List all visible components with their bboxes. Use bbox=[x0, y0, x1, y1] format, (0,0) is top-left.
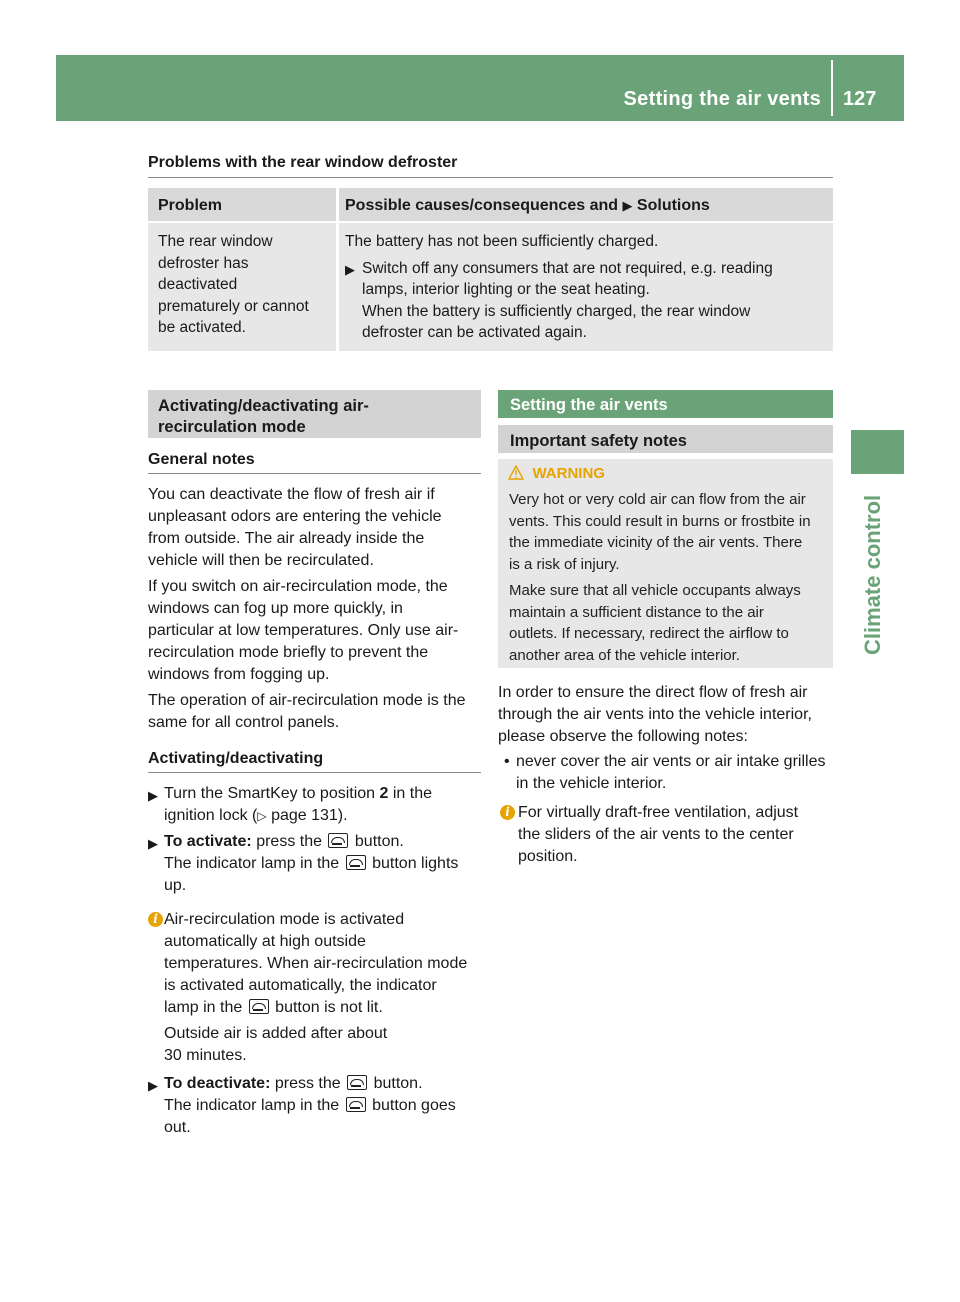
arrow-right-icon: ▶ bbox=[622, 198, 633, 213]
step-turn-key: ▶ Turn the SmartKey to position 2 in the ignition lock (▷ page 131). bbox=[148, 785, 433, 824]
info-note-draft-free: i For virtually draft-free ventilation, adjust the sliders of the air vents to the center position. bbox=[498, 802, 838, 868]
arrow-right-icon: ▶ bbox=[148, 836, 158, 851]
info-note-auto: i Air-recirculation mode is activated automatically at high outside temperatures. When air-recirculation mode is activated automatically, the indicator lamp in the button is not lit. Outside air is added after about 30 minutes. bbox=[148, 909, 488, 1067]
col-header-solutions: Possible causes/consequences and ▶ Solutions bbox=[345, 197, 710, 214]
step-deactivate: ▶ To deactivate: press the button. The indicator lamp in the button goes out. bbox=[148, 1075, 456, 1136]
subheading-general-notes: General notes bbox=[148, 451, 255, 468]
warning-header bbox=[508, 465, 605, 483]
page-reference-icon: ▷ bbox=[257, 809, 267, 823]
air-vents-notes: In order to ensure the direct flow of fresh air through the air vents into the vehicle interior, please observe the following notes: • never cover the air vents or air intake grilles in the vehicle interior. i For virtually draft-free ventilation, adjust the sliders of the air vents to the center position. bbox=[498, 682, 838, 868]
chapter-tab bbox=[851, 430, 904, 474]
activation-steps bbox=[148, 783, 488, 1139]
page-header-title: Setting the air vents bbox=[623, 88, 821, 110]
general-notes-text: You can deactivate the flow of fresh air if unpleasant odors are entering the vehicle from outside. The air already inside the vehicle will then be recirculated. If you switch on air-recirculation mode, the windows can fog up more quickly, in particular at low temperatures. Only use air- recirculation mode briefly to prevent the windows from fogging up. The operation of air-recirculation mode is the same for all control panels. bbox=[148, 486, 466, 731]
arrow-right-icon: ▶ bbox=[345, 261, 355, 277]
step-activate: ▶ To activate: press the button. The indicator lamp in the button lights up. bbox=[148, 833, 459, 894]
warning-title: WARNING bbox=[532, 465, 605, 482]
problem-cell: The rear window defroster has deactivated prematurely or cannot be activated. bbox=[158, 233, 309, 336]
subsection-title-safety: Important safety notes bbox=[498, 425, 833, 453]
col-header-problem: Problem bbox=[158, 197, 223, 214]
solution-cell: The battery has not been sufficiently charged. ▶ Switch off any consumers that are not required, e.g. reading lamps, interior lighting or the seat heating. When the battery is sufficiently charged, the rear window defroster can be activated again. bbox=[345, 233, 773, 341]
warning-text: Very hot or very cold air can flow from the air vents. This could result in burns or frostbite in the immediate vicinity of the air vents. There is a risk of injury. Make sure that all vehicle occupants always maintain a sufficient distance to the air outlets. If necessary, redirect the airflow to another area of the vehicle interior. bbox=[509, 491, 811, 664]
section-title-recirculation: Activating/deactivating air- recirculation mode bbox=[148, 390, 481, 438]
arrow-right-icon: ▶ bbox=[148, 788, 158, 803]
air-recirculation-button-icon bbox=[347, 1075, 367, 1090]
problems-heading: Problems with the rear window defroster bbox=[148, 154, 458, 171]
divider bbox=[148, 177, 833, 178]
divider bbox=[148, 772, 481, 773]
air-recirculation-button-icon bbox=[328, 833, 348, 848]
chapter-label: Climate control bbox=[860, 494, 885, 655]
air-recirculation-button-icon bbox=[249, 999, 269, 1014]
arrow-right-icon: ▶ bbox=[148, 1078, 158, 1093]
air-recirculation-button-icon bbox=[346, 855, 366, 870]
list-item: • never cover the air vents or air intake grilles in the vehicle interior. bbox=[504, 753, 826, 792]
air-recirculation-button-icon bbox=[346, 1097, 366, 1112]
subheading-activating: Activating/deactivating bbox=[148, 750, 324, 767]
divider bbox=[148, 473, 481, 474]
page-number: 127 bbox=[843, 88, 877, 110]
section-title-air-vents: Setting the air vents bbox=[498, 390, 833, 418]
info-icon: i bbox=[148, 912, 163, 927]
warning-triangle-icon bbox=[508, 465, 524, 480]
info-icon: i bbox=[500, 805, 515, 820]
bullet-icon: • bbox=[504, 753, 510, 770]
column-divider bbox=[336, 188, 339, 351]
header-divider bbox=[831, 60, 833, 116]
